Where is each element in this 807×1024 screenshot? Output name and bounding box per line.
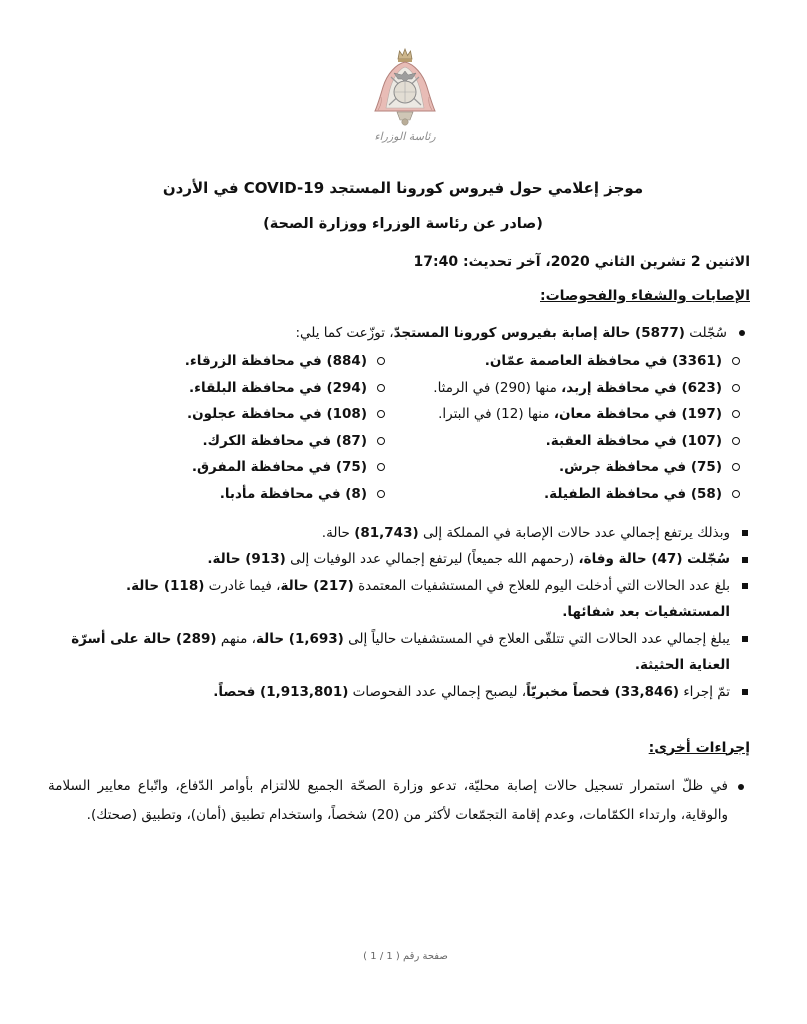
square-bullet-icon — [742, 636, 748, 642]
hollow-circle-bullet-icon — [377, 384, 385, 392]
governorate-count: (197) في محافظة معان، — [553, 406, 722, 423]
bullet-dot-icon — [738, 784, 744, 790]
summary-text: وبذلك يرتفع إجمالي عدد حالات الإصابة في المملكة إلى — [418, 524, 730, 541]
summary-text: ، فيما غادرت — [204, 577, 281, 594]
hollow-circle-bullet-icon — [732, 410, 740, 418]
intro-total-cases: (5877) حالة إصابة بفيروس كورونا المستجدّ — [393, 325, 685, 341]
summary-text: حالة. — [321, 524, 355, 541]
governorate-breakdown — [48, 348, 750, 508]
governorate-item — [48, 348, 395, 375]
governorate-count: (75) في محافظة جرش. — [559, 459, 722, 476]
prime-ministry-logo — [353, 47, 457, 144]
medal — [402, 119, 408, 125]
summary-value: (33,846) فحصاً مخبريّاً — [526, 683, 680, 700]
summary-text: بلغ عدد الحالات التي أدخلت اليوم للعلاج في المستشفيات المعتمدة — [353, 577, 730, 594]
summary-item-total-cases — [48, 520, 750, 547]
governorate-item — [48, 481, 395, 508]
other-measures-text: في ظلّ استمرار تسجيل حالات إصابة محليّة، تدعو وزارة الصحّة الجميع للالتزام بأوامر الدّفاع، واتّباع معايير السلامة والوقاية، وارتداء الكمّامات، وعدم إقامة التجمّعات لأكثر من (20) شخصاً، واستخدام تطبيق (أمان)، وتطبيق (صحتك). — [48, 778, 728, 824]
governorate-item — [395, 348, 750, 375]
square-bullet-icon — [742, 689, 748, 695]
other-measures-bullet — [48, 772, 750, 830]
document-subtitle: (صادر عن رئاسة الوزراء ووزارة الصحة) — [263, 216, 543, 232]
summary-value: (1,913,801) فحصاً. — [213, 683, 349, 700]
summary-item-admissions — [48, 573, 750, 626]
governorate-count: (107) في محافظة العقبة. — [545, 432, 722, 449]
square-bullet-icon — [742, 583, 748, 589]
logo-caption: رئاسة الوزراء — [374, 130, 436, 143]
governorate-item — [395, 454, 750, 481]
governorate-count: (294) في محافظة البلقاء. — [189, 379, 367, 396]
hollow-circle-bullet-icon — [732, 357, 740, 365]
governorate-note: منها (290) في الرمثا. — [433, 379, 562, 396]
crown — [398, 49, 412, 62]
governorate-column-left — [48, 348, 395, 508]
governorate-item — [395, 375, 750, 402]
summary-value: (81,743) — [354, 524, 419, 541]
hollow-circle-bullet-icon — [377, 357, 385, 365]
section-heading-other-measures: إجراءات أخرى: — [648, 739, 750, 756]
governorate-item — [395, 428, 750, 455]
page-number: صفحة رقم ( 1 / 1 ) — [363, 951, 448, 962]
governorate-count: (58) في محافظة الطفيلة. — [544, 485, 722, 502]
governorate-item — [395, 481, 750, 508]
summary-text: ، منهم — [216, 630, 256, 647]
hollow-circle-bullet-icon — [377, 490, 385, 498]
summary-text: ، ليصبح إجمالي عدد الفحوصات — [348, 683, 527, 700]
document-title: موجز إعلامي حول فيروس كورونا المستجد COVID-19 في الأردن — [162, 179, 644, 197]
hollow-circle-bullet-icon — [732, 463, 740, 471]
section-heading-cases: الإصابات والشفاء والفحوصات: — [540, 288, 750, 304]
intro-text: سُجّلت — [684, 325, 727, 341]
document-body — [48, 175, 750, 830]
summary-value: سُجّلت (47) حالة وفاة، — [578, 551, 730, 568]
date-and-update-time: الاثنين 2 تشرين الثاني 2020، آخر تحديث: 17:40 — [413, 254, 750, 270]
summary-text: يبلغ إجمالي عدد الحالات التي تتلقّى العلاج في المستشفيات حالياً إلى — [343, 630, 730, 647]
governorate-count: (87) في محافظة الكرك. — [202, 432, 367, 449]
bullet-dot-icon — [739, 330, 745, 336]
governorate-item — [48, 375, 395, 402]
governorate-note: منها (12) في البترا. — [438, 406, 554, 423]
square-bullet-icon — [742, 557, 748, 563]
summary-item-deaths — [48, 546, 750, 573]
summary-item-hospitalized — [48, 626, 750, 679]
summary-item-tests — [48, 679, 750, 706]
square-bullet-icon — [742, 530, 748, 536]
summary-value: (289) حالة على أسرّة العناية الحثيثة. — [71, 630, 730, 674]
hollow-circle-bullet-icon — [377, 410, 385, 418]
summary-value: (217) حالة — [280, 577, 354, 594]
governorate-column-right — [395, 348, 750, 508]
cases-intro-bullet — [48, 320, 750, 346]
hollow-circle-bullet-icon — [377, 437, 385, 445]
governorate-item — [48, 454, 395, 481]
hollow-circle-bullet-icon — [377, 463, 385, 471]
hollow-circle-bullet-icon — [732, 384, 740, 392]
governorate-count: (8) في محافظة مأدبا. — [219, 485, 367, 502]
governorate-item — [395, 401, 750, 428]
summary-value: (1,693) حالة — [256, 630, 344, 647]
summary-text: تمّ إجراء — [679, 683, 730, 700]
governorate-count: (108) في محافظة عجلون. — [186, 406, 367, 423]
governorate-count: (75) في محافظة المفرق. — [191, 459, 367, 476]
governorate-item — [48, 401, 395, 428]
summary-text: (رحمهم الله جميعاً) ليرتفع إجمالي عدد الوفيات إلى — [285, 551, 579, 568]
summary-value: (118) حالة. المستشفيات بعد شفائها. — [125, 577, 730, 621]
governorate-count: (3361) في محافظة العاصمة عمّان. — [484, 353, 722, 369]
summary-bullet-list — [48, 520, 750, 706]
summary-value: (913) حالة. — [207, 551, 286, 568]
governorate-count: (884) في محافظة الزرقاء. — [184, 353, 367, 369]
hollow-circle-bullet-icon — [732, 490, 740, 498]
coat-of-arms-emblem — [372, 47, 438, 127]
intro-text-tail: ، توزّعت كما يلي: — [295, 325, 394, 341]
hollow-circle-bullet-icon — [732, 437, 740, 445]
governorate-count: (623) في محافظة إربد، — [561, 379, 722, 396]
governorate-item — [48, 428, 395, 455]
